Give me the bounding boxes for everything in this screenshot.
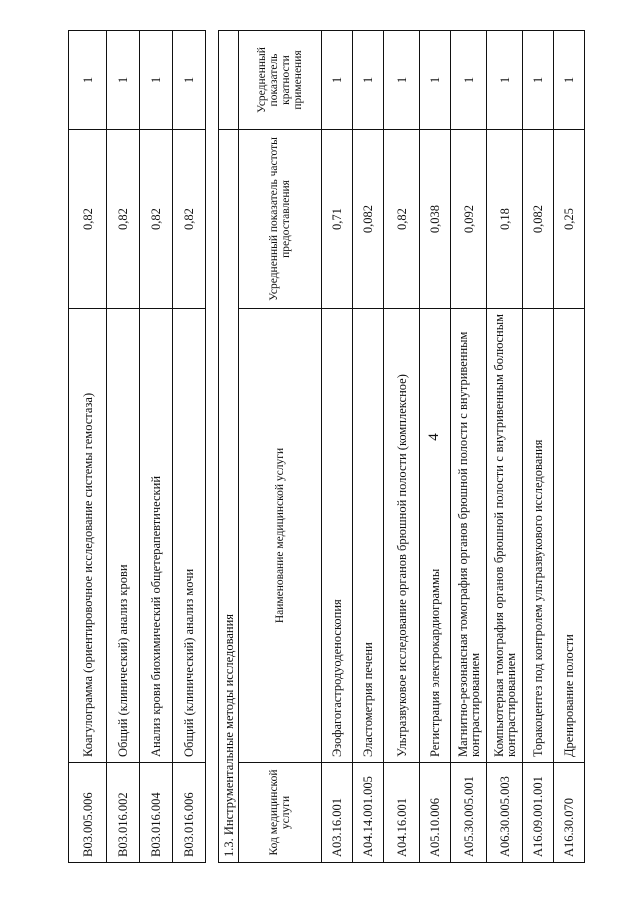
frequency-value: 0,82 [384,130,420,309]
header-frequency: Усредненный показатель частоты предоставления [239,130,322,309]
service-code: A05.10.006 [420,763,451,863]
multiplicity-value: 1 [451,31,487,130]
service-code: A03.16.001 [322,763,353,863]
service-code: A05.30.005.001 [451,763,487,863]
service-name: Эзофагогастродуоденоскопия [322,309,353,763]
frequency-value: 0,82 [69,130,107,309]
section-title-row [219,31,239,863]
service-code: B03.016.002 [107,763,140,863]
table-row [487,31,523,863]
service-code: A06.30.005.003 [487,763,523,863]
frequency-value: 0,25 [554,130,585,309]
lab-tests-table [68,30,206,863]
table-row [451,31,487,863]
table-row [140,31,173,863]
frequency-value: 0,082 [523,130,554,309]
page-number: 4 [426,433,442,441]
frequency-value: 0,82 [140,130,173,309]
multiplicity-value: 1 [420,31,451,130]
multiplicity-value: 1 [69,31,107,130]
multiplicity-value: 1 [487,31,523,130]
service-code: A16.09.001.001 [523,763,554,863]
service-code: B03.016.004 [140,763,173,863]
table-row [322,31,353,863]
service-name: Эластометрия печени [353,309,384,763]
service-name: Торакоцентез под контролем ультразвукового исследования [523,309,554,763]
table-row [420,31,451,863]
frequency-value: 0,82 [107,130,140,309]
header-multiplicity: Усредненный показатель кратности применения [239,31,322,130]
table-row [384,31,420,863]
multiplicity-value: 1 [523,31,554,130]
multiplicity-value: 1 [322,31,353,130]
multiplicity-value: 1 [554,31,585,130]
service-code: A04.16.001 [384,763,420,863]
service-name: Анализ крови биохимический общетерапевтический [140,309,173,763]
table-row [353,31,384,863]
multiplicity-value: 1 [140,31,173,130]
service-name: Общий (клинический) анализ мочи [173,309,206,763]
service-name: Регистрация электрокардиограммы [420,309,451,763]
service-code: A16.30.070 [554,763,585,863]
section-title-empty-cell [219,31,239,130]
service-code: B03.016.006 [173,763,206,863]
service-name: Ультразвуковое исследование органов брюшной полости (комплексное) [384,309,420,763]
table-row [107,31,140,863]
multiplicity-value: 1 [384,31,420,130]
table-row [173,31,206,863]
table-row [69,31,107,863]
multiplicity-value: 1 [107,31,140,130]
header-name: Наименование медицинской услуги [239,309,322,763]
section-title: 1.3. Инструментальные методы исследования [219,130,239,863]
service-name: Компьютерная томография органов брюшной полости с внутривенным болюсным контрастированием [487,309,523,763]
header-code: Код медицинской услуги [239,763,322,863]
frequency-value: 0,18 [487,130,523,309]
service-name: Общий (клинический) анализ крови [107,309,140,763]
frequency-value: 0,082 [353,130,384,309]
frequency-value: 0,71 [322,130,353,309]
table-row [523,31,554,863]
header-row [239,31,322,863]
instrumental-methods-table [218,30,585,863]
table-row [554,31,585,863]
service-code: A04.14.001.005 [353,763,384,863]
frequency-value: 0,038 [420,130,451,309]
service-name: Магнитно-резонансная томография органов брюшной полости с внутривенным контрастированием [451,309,487,763]
frequency-value: 0,82 [173,130,206,309]
service-name: Коагулограмма (ориентировочное исследование системы гемостаза) [69,309,107,763]
service-name: Дренирование полости [554,309,585,763]
frequency-value: 0,092 [451,130,487,309]
service-code: B03.005.006 [69,763,107,863]
multiplicity-value: 1 [353,31,384,130]
multiplicity-value: 1 [173,31,206,130]
